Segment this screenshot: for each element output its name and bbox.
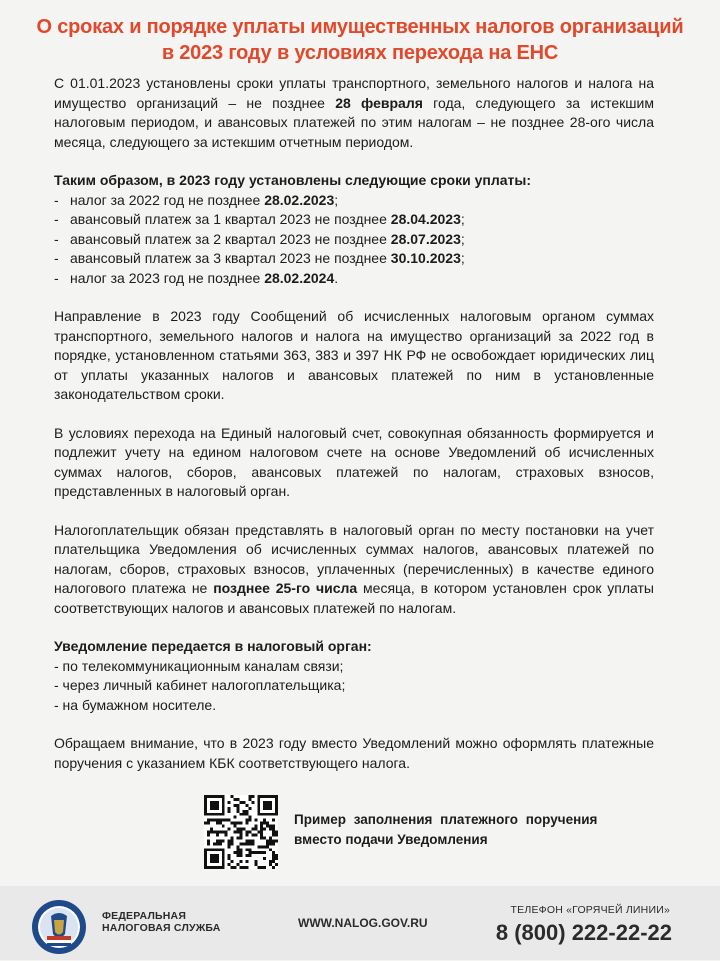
title-line-1: О сроках и порядке уплаты имущественных налогов организаций: [36, 16, 684, 38]
qr-caption-line-1: Пример заполнения платежного поручения: [294, 812, 598, 827]
deadlines-list: [54, 191, 654, 289]
list-item: - налог за 2023 год не позднее 28.02.2024.: [54, 269, 339, 286]
list-item: - авансовый платеж за 3 квартал 2023 не позднее 30.10.2023;: [54, 250, 465, 266]
list-item: - на бумажном носителе.: [54, 696, 217, 713]
org-name-line-2: НАЛОГОВАЯ СЛУЖБА: [102, 922, 221, 934]
intro-bold: 28 февраля: [335, 94, 423, 111]
messages-paragraph: Направление в 2023 году Сообщений об исчисленных налоговым органом суммах транспортного, земельного налогов и налога на имущество организаций за 2022 год в порядке, установленном статьями 363, 383 и 397 НК РФ не освобождает юридических лиц от уплаты указанных налогов и авансовых платежей по ним в установленные законодательством сроки.: [54, 308, 654, 402]
list-item: - по телекоммуникационным каналам связи;: [54, 657, 344, 674]
footer-bar: [0, 886, 720, 960]
obligation-paragraph: [54, 521, 654, 619]
deadlines-heading: Таким образом, в 2023 году установлены следующие сроки уплаты:: [54, 172, 532, 188]
obligation-bold: позднее 25-го числа: [213, 580, 358, 596]
qr-code-icon[interactable]: [204, 795, 278, 869]
submission-heading: Уведомление передается в налоговый орган:: [54, 638, 372, 654]
list-item: - через личный кабинет налогоплательщика;: [54, 677, 346, 693]
hotline-label: ТЕЛЕФОН «ГОРЯЧЕЙ ЛИНИИ»: [510, 904, 670, 916]
qr-caption: [294, 810, 634, 850]
org-name: [102, 910, 221, 934]
website-link[interactable]: WWW.NALOG.GOV.RU: [298, 916, 428, 930]
ens-paragraph: В условиях перехода на Единый налоговый счет, совокупная обязанность формируется и подлежит учету на едином налоговом счете на основе Уведомлений об исчисленных суммах налогов, сборов, авансовых платежей по налогам, страховых взносов, представленных в налоговый орган.: [54, 424, 654, 499]
intro-paragraph: [54, 74, 654, 152]
page-title: [20, 14, 700, 66]
submission-list: [54, 657, 654, 716]
obligation-text-1: Налогоплательщик обязан представлять в налоговый орган по месту постановки на учет плательщика Уведомления об исчисленных суммах налогов, авансовых платежей по налогам, сборов, страховых взносов, уплаченных (перечисленных) в качестве единого налогового платежа не: [54, 521, 654, 596]
list-item: - налог за 2022 год не позднее 28.02.2023;: [54, 191, 339, 208]
document-body: [54, 74, 654, 773]
fns-emblem-icon: [30, 898, 88, 956]
title-line-2: в 2023 году в условиях перехода на ЕНС: [161, 42, 559, 64]
intro-text-2: года, следующего за истекшим налоговым периодом, и авансовых платежей по этим налогам – не позднее 28-ого числа месяца, следующего за истекшим отчетным периодом.: [54, 94, 654, 150]
list-item: - авансовый платеж за 2 квартал 2023 не позднее 28.07.2023;: [54, 230, 465, 247]
qr-caption-line-2: вместо подачи Уведомления: [294, 832, 488, 847]
obligation-text-2: месяца, в котором установлен срок уплаты соответствующих налогов и авансовых платежей по налогам.: [54, 580, 654, 616]
hotline-phone[interactable]: 8 (800) 222-22-22: [495, 920, 672, 945]
note-paragraph: Обращаем внимание, что в 2023 году вместо Уведомлений можно оформлять платежные поручения с указанием КБК соответствующего налога.: [54, 735, 654, 771]
list-item: - авансовый платеж за 1 квартал 2023 не позднее 28.04.2023;: [54, 211, 465, 227]
intro-text-1: С 01.01.2023 установлены сроки уплаты транспортного, земельного налогов и налога на имущество организаций – не позднее: [54, 75, 654, 111]
org-name-line-1: ФЕДЕРАЛЬНАЯ: [102, 910, 187, 922]
